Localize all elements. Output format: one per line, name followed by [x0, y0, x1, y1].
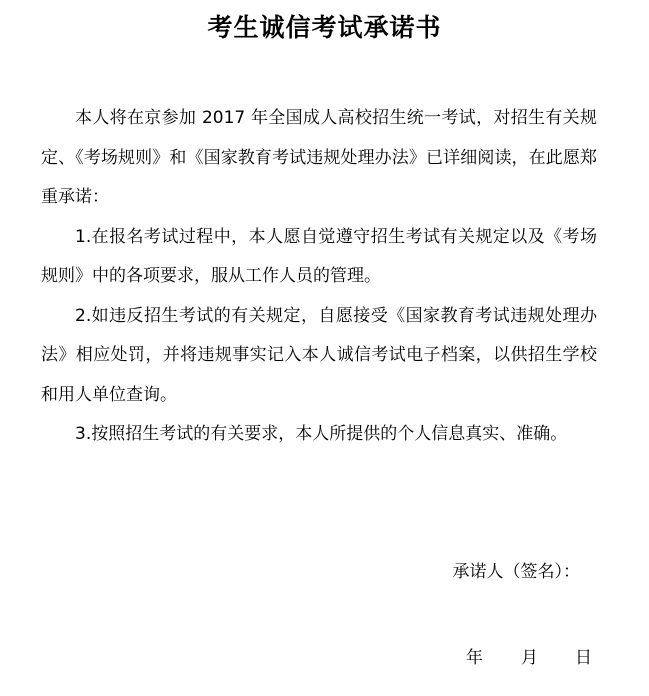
pledge-item-2: 2.如违反招生考试的有关规定，自愿接受《国家教育考试违规处理办法》相应处罚，并将违规事实记入本人诚信考试电子档案，以供招生学校和用人单位查询。 — [41, 305, 597, 405]
pledge-item-1: 1.在报名考试过程中，本人愿自觉遵守招生考试有关规定以及《考场规则》中的各项要求，服从工作人员的管理。 — [41, 226, 597, 286]
date-line — [300, 643, 592, 673]
signature-label: 承诺人（签名）： — [452, 562, 580, 582]
date-day-label: 日 — [575, 648, 592, 668]
date-month-label: 月 — [521, 648, 538, 668]
intro-paragraph: 本人将在京参加 2017 年全国成人高校招生统一考试，对招生有关规定、《考场规则》和《国家教育考试违规处理办法》已详细阅读，在此愿郑重承诺： — [41, 108, 597, 207]
date-year-label: 年 — [466, 648, 483, 668]
pledge-item-3: 3.按照招生考试的有关要求，本人所提供的个人信息真实、准确。 — [75, 424, 568, 444]
document-title: 考生诚信考试承诺书 — [207, 13, 442, 42]
document-body — [41, 99, 597, 455]
